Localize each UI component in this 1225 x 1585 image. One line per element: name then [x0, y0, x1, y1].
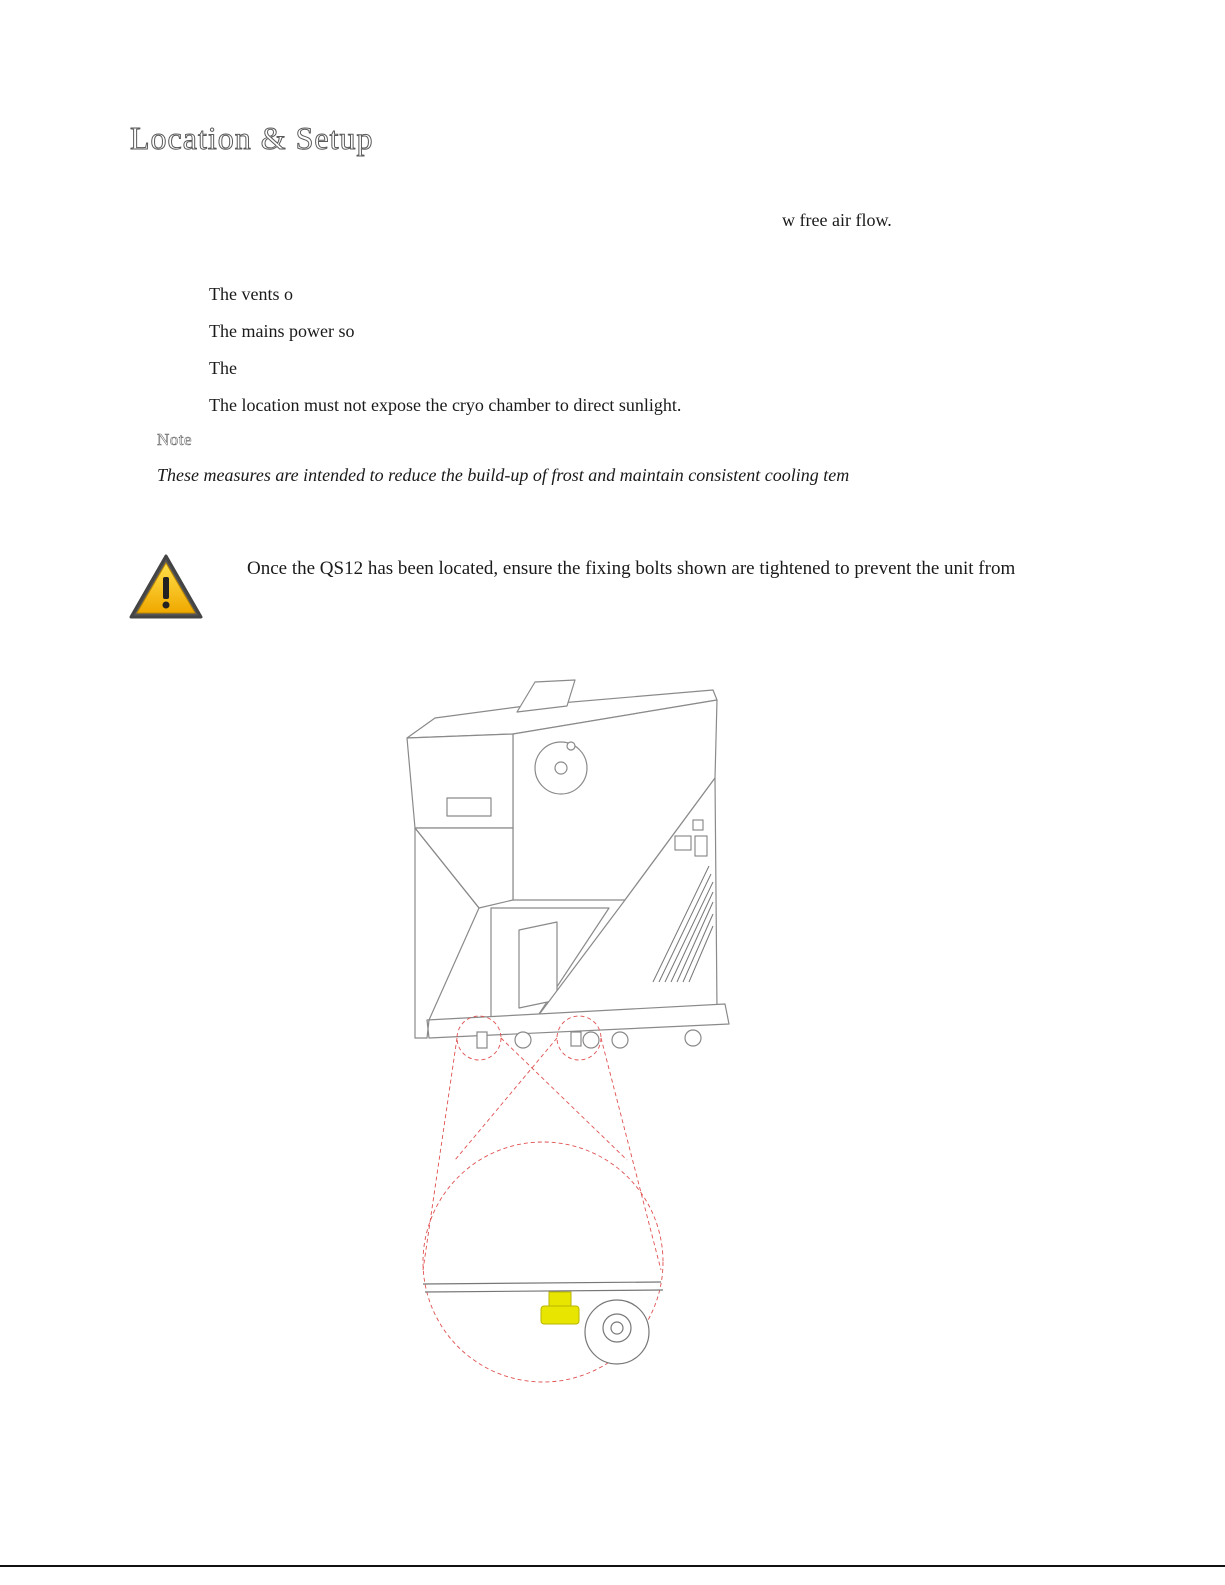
qs12-unit-illustration: [395, 660, 755, 1390]
bullet-item-2: The mains power so: [209, 321, 355, 341]
intro-text-fragment: w free air flow.: [782, 210, 892, 230]
page-title: Location & Setup: [130, 120, 374, 156]
warning-text: Once the QS12 has been located, ensure the fixing bolts shown are tightened to prevent the unit from: [247, 558, 1016, 579]
bullet-item-4: The location must not expose the cryo chamber to direct sunlight.: [209, 395, 682, 415]
note-text: These measures are intended to reduce the build-up of frost and maintain consistent cooling tem: [157, 465, 850, 485]
note-label: Note: [157, 430, 193, 449]
footer-rule: [0, 1565, 1225, 1567]
warning-icon: [128, 553, 204, 621]
fixing-bolt: [541, 1292, 579, 1324]
bullet-item-3: The: [209, 358, 237, 378]
bullet-item-1: The vents o: [209, 284, 293, 304]
